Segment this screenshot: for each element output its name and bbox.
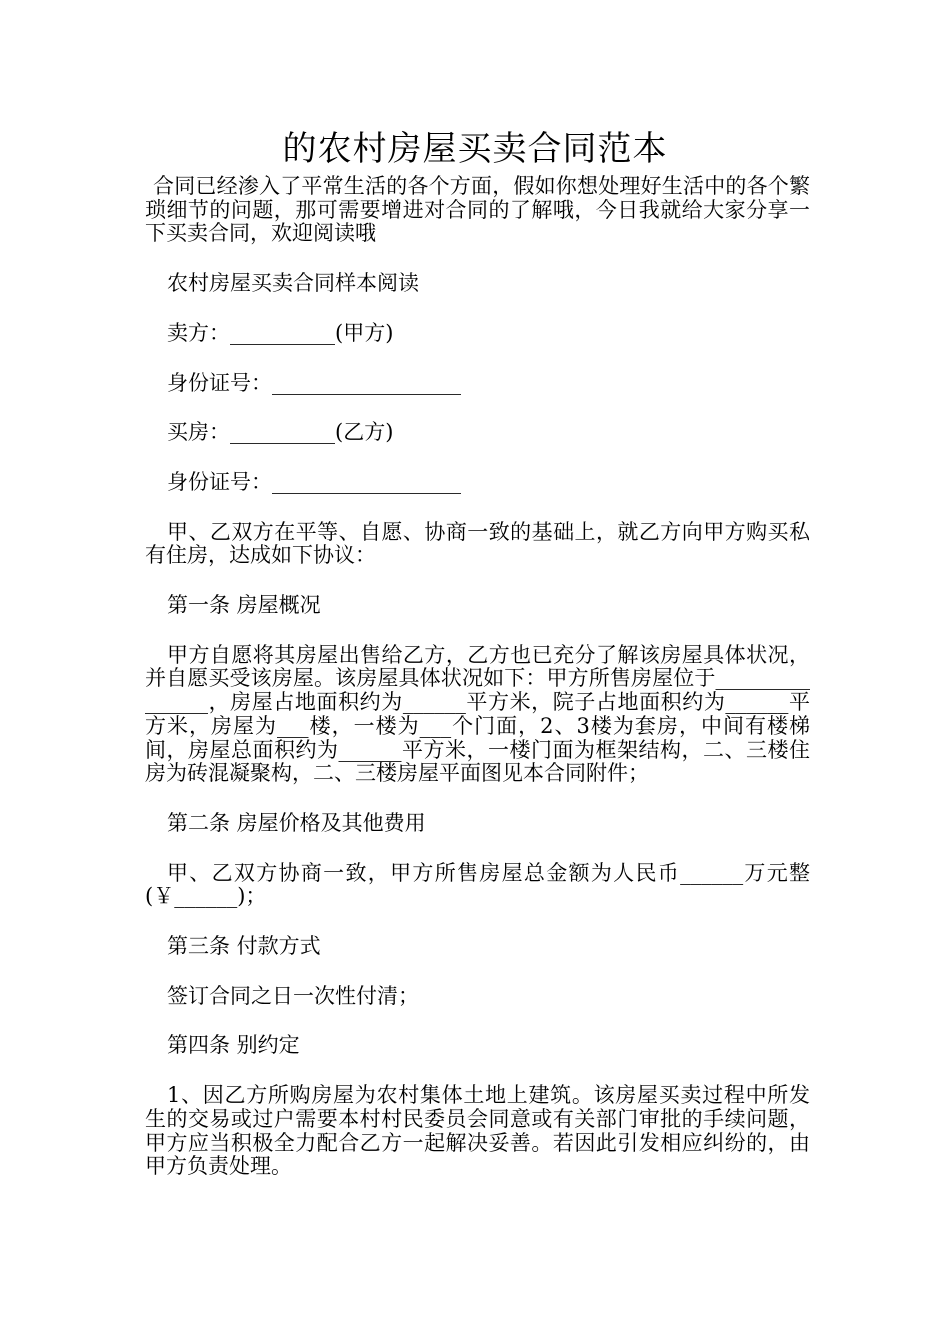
intro-paragraph: 合同已经渗入了平常生活的各个方面，假如你想处理好生活中的各个繁琐细节的问题，那可需要增进对合同的了解哦，今日我就给大家分享一下买卖合同，欢迎阅读哦 [145,174,810,246]
article1-paragraph: 甲方自愿将其房屋出售给乙方，乙方也已充分了解该房屋具体状况，并自愿买受该房屋。该房屋具体状况如下：甲方所售房屋位于_______________，房屋占地面积约为______平方米，院子占地面积约为______平方米，房屋为___楼，一楼为___个门面，2、3楼为套房，中间有楼梯间，房屋总面积约为______平方米，一楼门面为框架结构，二、三楼住房为砖混凝聚构，二、三楼房屋平面图见本合同附件； [145,642,810,786]
article3-paragraph: 签订合同之日一次性付清； [167,983,419,1008]
sample-heading: 农村房屋买卖合同样本阅读 [167,271,419,296]
article4-heading: 第四条 别约定 [167,1033,300,1058]
article2-heading: 第二条 房屋价格及其他费用 [167,810,426,835]
preamble-paragraph: 甲、乙双方在平等、自愿、协商一致的基础上，就乙方向甲方购买私有住房，达成如下协议： [145,519,810,568]
seller-line: 卖方：__________(甲方) [167,320,394,345]
article1-heading: 第一条 房屋概况 [167,593,321,618]
article2-paragraph: 甲、乙双方协商一致，甲方所售房屋总金额为人民币______万元整(￥______)； [145,860,810,909]
buyer-line: 买房：__________(乙方) [167,420,394,445]
article4-item1: 1、因乙方所购房屋为农村集体土地上建筑。该房屋买卖过程中所发生的交易或过户需要本村村民委员会同意或有关部门审批的手续问题，甲方应当积极全力配合乙方一起解决妥善。若因此引发相应纠纷的，由甲方负责处理。 [145,1083,810,1179]
document-title: 的农村房屋买卖合同范本 [282,129,668,169]
seller-id-line: 身份证号：__________________ [167,370,461,395]
article3-heading: 第三条 付款方式 [167,934,321,959]
buyer-id-line: 身份证号：__________________ [167,469,461,494]
document-body [145,175,810,1179]
